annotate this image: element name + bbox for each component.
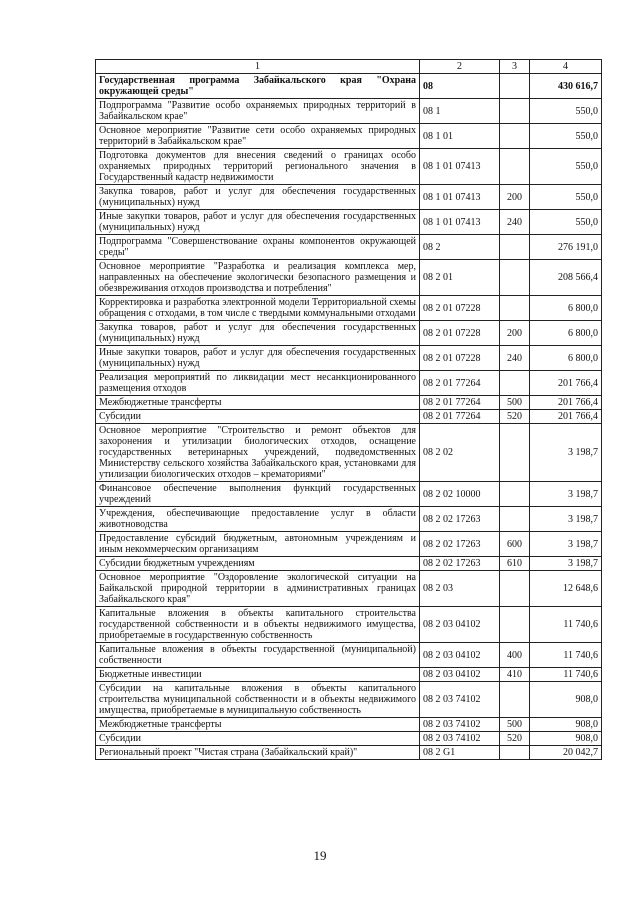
table-row xyxy=(96,643,602,668)
table-row xyxy=(96,482,602,507)
row-name-cell: Межбюджетные трансферты xyxy=(96,718,420,732)
row-type-cell xyxy=(500,424,530,482)
header-col-1: 1 xyxy=(96,60,420,74)
table-row xyxy=(96,718,602,732)
table-row xyxy=(96,571,602,607)
table-row xyxy=(96,296,602,321)
row-amount-cell: 3 198,7 xyxy=(530,557,602,571)
row-code-cell: 08 1 xyxy=(420,99,500,124)
row-type-cell: 500 xyxy=(500,718,530,732)
row-code-cell: 08 2 03 74102 xyxy=(420,732,500,746)
row-name-cell: Межбюджетные трансферты xyxy=(96,396,420,410)
row-amount-cell: 11 740,6 xyxy=(530,668,602,682)
row-type-cell: 400 xyxy=(500,643,530,668)
row-type-cell xyxy=(500,371,530,396)
row-code-cell: 08 1 01 xyxy=(420,124,500,149)
row-name-cell: Закупка товаров, работ и услуг для обеспечения государственных (муниципальных) нужд xyxy=(96,185,420,210)
row-code-cell: 08 2 03 74102 xyxy=(420,718,500,732)
row-code-cell: 08 1 01 07413 xyxy=(420,210,500,235)
row-amount-cell: 908,0 xyxy=(530,682,602,718)
table-row xyxy=(96,124,602,149)
table-row xyxy=(96,607,602,643)
row-name-cell: Бюджетные инвестиции xyxy=(96,668,420,682)
row-name-cell: Субсидии xyxy=(96,410,420,424)
row-name-cell: Основное мероприятие "Оздоровление экологической ситуации на Байкальской природной территории в административных границах Забайкальского края" xyxy=(96,571,420,607)
row-type-cell: 240 xyxy=(500,210,530,235)
row-amount-cell: 550,0 xyxy=(530,210,602,235)
row-code-cell: 08 2 01 xyxy=(420,260,500,296)
row-name-cell: Субсидии на капитальные вложения в объекты капитального строительства муниципальной собственности и в объекты недвижимого имущества, приобретаемые в муниципальную собственность xyxy=(96,682,420,718)
row-name-cell: Субсидии xyxy=(96,732,420,746)
table-row xyxy=(96,321,602,346)
row-type-cell: 520 xyxy=(500,410,530,424)
row-code-cell: 08 2 01 07228 xyxy=(420,346,500,371)
row-name-cell: Подпрограмма "Совершенствование охраны компонентов окружающей среды" xyxy=(96,235,420,260)
row-name-cell: Подпрограмма "Развитие особо охраняемых природных территорий в Забайкальском крае" xyxy=(96,99,420,124)
row-code-cell: 08 1 01 07413 xyxy=(420,149,500,185)
table-row xyxy=(96,507,602,532)
budget-table xyxy=(95,59,602,760)
row-code-cell: 08 2 01 77264 xyxy=(420,371,500,396)
row-code-cell: 08 2 G1 xyxy=(420,746,500,760)
row-type-cell xyxy=(500,149,530,185)
header-col-3: 3 xyxy=(500,60,530,74)
row-type-cell: 410 xyxy=(500,668,530,682)
row-code-cell: 08 2 03 xyxy=(420,571,500,607)
row-type-cell xyxy=(500,260,530,296)
row-name-cell: Иные закупки товаров, работ и услуг для обеспечения государственных (муниципальных) нужд xyxy=(96,210,420,235)
table-row xyxy=(96,557,602,571)
row-name-cell: Основное мероприятие "Разработка и реализация комплекса мер, направленных на обеспечение экологически безопасного размещения и обезвреживания отходов производства и потребления" xyxy=(96,260,420,296)
row-amount-cell: 550,0 xyxy=(530,149,602,185)
row-type-cell: 240 xyxy=(500,346,530,371)
table-row xyxy=(96,396,602,410)
row-amount-cell: 201 766,4 xyxy=(530,410,602,424)
row-amount-cell: 908,0 xyxy=(530,718,602,732)
table-row xyxy=(96,99,602,124)
row-amount-cell: 20 042,7 xyxy=(530,746,602,760)
row-type-cell xyxy=(500,746,530,760)
row-amount-cell: 276 191,0 xyxy=(530,235,602,260)
row-type-cell xyxy=(500,74,530,99)
row-type-cell xyxy=(500,235,530,260)
row-amount-cell: 201 766,4 xyxy=(530,371,602,396)
row-code-cell: 08 2 xyxy=(420,235,500,260)
row-amount-cell: 3 198,7 xyxy=(530,424,602,482)
row-amount-cell: 3 198,7 xyxy=(530,482,602,507)
row-type-cell: 200 xyxy=(500,185,530,210)
row-code-cell: 08 2 02 17263 xyxy=(420,557,500,571)
table-row xyxy=(96,235,602,260)
row-code-cell: 08 2 01 77264 xyxy=(420,396,500,410)
table-row xyxy=(96,668,602,682)
row-amount-cell: 6 800,0 xyxy=(530,296,602,321)
row-amount-cell: 430 616,7 xyxy=(530,74,602,99)
row-type-cell xyxy=(500,99,530,124)
page-number: 19 xyxy=(313,848,327,863)
table-row xyxy=(96,682,602,718)
row-code-cell: 08 2 02 17263 xyxy=(420,507,500,532)
row-type-cell xyxy=(500,482,530,507)
header-col-2: 2 xyxy=(420,60,500,74)
row-amount-cell: 6 800,0 xyxy=(530,321,602,346)
row-code-cell: 08 xyxy=(420,74,500,99)
table-row xyxy=(96,185,602,210)
row-amount-cell: 6 800,0 xyxy=(530,346,602,371)
row-amount-cell: 11 740,6 xyxy=(530,607,602,643)
table-row xyxy=(96,532,602,557)
table-row xyxy=(96,410,602,424)
row-name-cell: Корректировка и разработка электронной модели Территориальной схемы обращения с отходами, в том числе с твердыми коммунальными отходами xyxy=(96,296,420,321)
row-name-cell: Реализация мероприятий по ликвидации мест несанкционированного размещения отходов xyxy=(96,371,420,396)
row-name-cell: Капитальные вложения в объекты государственной (муниципальной) собственности xyxy=(96,643,420,668)
row-code-cell: 08 2 02 17263 xyxy=(420,532,500,557)
row-code-cell: 08 2 03 04102 xyxy=(420,643,500,668)
row-name-cell: Учреждения, обеспечивающие предоставление услуг в области животноводства xyxy=(96,507,420,532)
row-name-cell: Региональный проект "Чистая страна (Забайкальский край)" xyxy=(96,746,420,760)
table-row xyxy=(96,732,602,746)
row-name-cell: Основное мероприятие "Развитие сети особо охраняемых природных территорий в Забайкальском крае" xyxy=(96,124,420,149)
row-type-cell xyxy=(500,571,530,607)
row-amount-cell: 550,0 xyxy=(530,124,602,149)
row-amount-cell: 3 198,7 xyxy=(530,532,602,557)
row-type-cell xyxy=(500,124,530,149)
row-name-cell: Государственная программа Забайкальского края "Охрана окружающей среды" xyxy=(96,74,420,99)
row-code-cell: 08 2 03 04102 xyxy=(420,607,500,643)
row-name-cell: Предоставление субсидий бюджетным, автономным учреждениям и иным некоммерческим организациям xyxy=(96,532,420,557)
row-type-cell: 200 xyxy=(500,321,530,346)
row-amount-cell: 908,0 xyxy=(530,732,602,746)
row-amount-cell: 11 740,6 xyxy=(530,643,602,668)
row-type-cell xyxy=(500,607,530,643)
row-code-cell: 08 2 02 10000 xyxy=(420,482,500,507)
row-amount-cell: 208 566,4 xyxy=(530,260,602,296)
table-row xyxy=(96,74,602,99)
row-code-cell: 08 2 03 74102 xyxy=(420,682,500,718)
row-type-cell xyxy=(500,507,530,532)
row-type-cell xyxy=(500,296,530,321)
header-col-4: 4 xyxy=(530,60,602,74)
row-name-cell: Иные закупки товаров, работ и услуг для обеспечения государственных (муниципальных) нужд xyxy=(96,346,420,371)
row-name-cell: Капитальные вложения в объекты капитального строительства государственной собственности и в объекты недвижимого имущества, приобретаемые в государственную собственность xyxy=(96,607,420,643)
table-row xyxy=(96,260,602,296)
row-amount-cell: 550,0 xyxy=(530,99,602,124)
header-row xyxy=(96,60,602,74)
row-amount-cell: 3 198,7 xyxy=(530,507,602,532)
row-code-cell: 08 2 01 07228 xyxy=(420,321,500,346)
row-amount-cell: 550,0 xyxy=(530,185,602,210)
table-row xyxy=(96,371,602,396)
table-row xyxy=(96,149,602,185)
row-code-cell: 08 2 02 xyxy=(420,424,500,482)
row-code-cell: 08 2 01 07228 xyxy=(420,296,500,321)
table-row xyxy=(96,424,602,482)
row-code-cell: 08 1 01 07413 xyxy=(420,185,500,210)
row-name-cell: Основное мероприятие "Строительство и ремонт объектов для захоронения и утилизации биологических отходов, оснащение государственных ветеринарных учреждений, подведомственных Министерству сельского хозяйства Забайкальского края, установками для утилизации биологических отходов – крематориями" xyxy=(96,424,420,482)
table-row xyxy=(96,346,602,371)
row-type-cell: 520 xyxy=(500,732,530,746)
table-row xyxy=(96,210,602,235)
row-name-cell: Подготовка документов для внесения сведений о границах особо охраняемых природных территорий регионального значения в Государственный кадастр недвижимости xyxy=(96,149,420,185)
row-type-cell: 500 xyxy=(500,396,530,410)
row-code-cell: 08 2 01 77264 xyxy=(420,410,500,424)
row-code-cell: 08 2 03 04102 xyxy=(420,668,500,682)
row-amount-cell: 201 766,4 xyxy=(530,396,602,410)
table-row xyxy=(96,746,602,760)
row-name-cell: Закупка товаров, работ и услуг для обеспечения государственных (муниципальных) нужд xyxy=(96,321,420,346)
row-amount-cell: 12 648,6 xyxy=(530,571,602,607)
row-type-cell: 610 xyxy=(500,557,530,571)
row-name-cell: Финансовое обеспечение выполнения функций государственных учреждений xyxy=(96,482,420,507)
row-type-cell: 600 xyxy=(500,532,530,557)
row-type-cell xyxy=(500,682,530,718)
row-name-cell: Субсидии бюджетным учреждениям xyxy=(96,557,420,571)
